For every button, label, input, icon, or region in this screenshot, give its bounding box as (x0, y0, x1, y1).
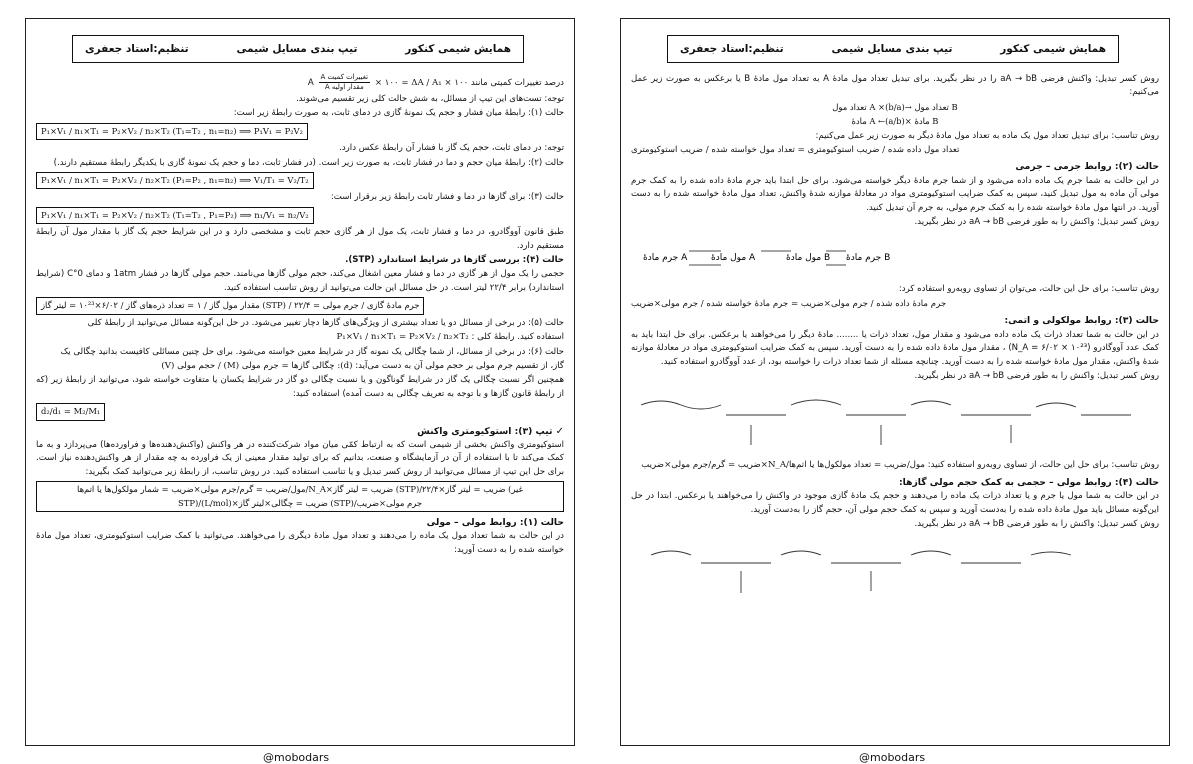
case-4-text: حجمی را یک مول از هر گازی در دما و فشار معین اشغال می‌کند، حجم مولی گازها می‌نامند. حجم مولی گازها در فشار 1atm و دمای 0°C (شرایط استاندارد) برابر ۲۲/۴ لیتر است. در حل مسائل این حالت می‌توانید از روش تناسب استفاده کنید. (36, 269, 564, 293)
percent-formula-line: درصد تغییرات کمیتی مانند A تغییرات کمیت A مقدار اولیه A × ۱۰۰ = ΔA / A₁ × ۱۰۰ (307, 73, 564, 91)
case-3: حالت (۳): برای گازها در دما و فشار ثابت رابطهٔ زیر برقرار است: (330, 192, 564, 203)
note-1: توجه: تست‌های این تیپ از مسائل، به شش حالت کلی زیر تقسیم می‌شوند. (296, 94, 564, 104)
header-subtitle: تیپ بندی مسایل شیمی (831, 43, 953, 55)
case-1: حالت (۱): رابطهٔ میان فشار و حجم یک نمونهٔ گازی در دمای ثابت، به صورت رابطهٔ زیر است: (233, 108, 564, 119)
rp-case2-text: در این حالت به شما جرم یک ماده داده می‌شود و از شما جرم مادهٔ دیگر خواسته می‌شود. برای حل ابتدا باید جرم مادهٔ داده شده را به کمک جرم مولی آن ماده به مول تبدیل کنید، سپس به کمک ضرایب استوکیومتری مواد در معادلهٔ موازنه شدهٔ واکنش، تعداد مول مادهٔ خواسته شده را به دست آورید. در انتها مول مادهٔ خواسته شده را به کمک جرم مولی، به جرم آن تبدیل کنید. (631, 175, 1159, 213)
case-1-formula: P₁×V₁ / n₁×T₁ = P₂×V₂ / n₂×T₂ (T₁=T₂ , n₁=n₂) ⟹ P₁V₁ = P₂V₂ (36, 123, 308, 140)
case-4: حالت (۴): بررسی گازها در شرایط استاندارد (STP). (345, 255, 564, 266)
rp-prop1: تعداد مول داده شده / ضریب استوکیومتری = تعداد مول خواسته شده / ضریب استوکیومتری (631, 145, 960, 156)
case-6-formula-2: d₂/d₁ = M₂/M₁ (36, 403, 105, 420)
header-title: همایش شیمی کنکور (1000, 43, 1106, 55)
diag-label-mol-a: مول مادهٔ A (711, 253, 756, 264)
footer-left: @mobodars (263, 751, 330, 764)
handwritten-sketch (631, 533, 1159, 605)
tip-3-text: استوکیومتری واکنش بخشی از شیمی است که به ارتباط کمّی میان مواد شرکت‌کننده در هر واکنش (واکنش‌دهنده‌ها و فراورده‌ها) می‌پردازد و به ما کمک می‌کند تا با استفاده از آن در آزمایشگاه و صنعت، بدانیم که برای تولید مقدار معینی از یک فراورده به چه مقدار از هر واکنش‌دهنده نیاز است. برای حل این تیپ از مسائل می‌توانید از روش کسر تبدیل و یا تناسب استفاده کنید. در روش تناسب، از رابطهٔ زیر می‌توانید کمک بگیرید: (36, 439, 564, 477)
case-4-formula: مقدار مول گاز / ۱ = تعداد ذره‌های گاز / ۶/۰۲×۱۰²³ = لیتر گاز (STP) / ۲۲/۴ = جرم مادهٔ گازی / جرم مولی (36, 297, 424, 314)
handwritten-diagram-2 (631, 533, 1159, 605)
diag-label-mol-b: مول مادهٔ B (786, 253, 831, 264)
avogadro-text: طبق قانون آووگادرو، در دما و فشار ثابت، یک مول از هر گازی حجم ثابت و مشخصی دارد و در این شرایط حجم یک گاز با مقدار مول آن رابطهٔ مستقیم دارد. (36, 227, 564, 251)
case-5-formula: P₁×V₁ / n₁×T₁ = P₂×V₂ / n₂×T₂ (336, 332, 469, 343)
page-header (667, 35, 1119, 63)
handwritten-sketch (631, 385, 1159, 457)
rp-conv2: مادهٔ A ←(a/b)× مادهٔ B (851, 116, 939, 127)
header-author: تنظیم:استاد جعفری (680, 43, 784, 55)
rp-case2-prop: روش تناسب: برای حل این حالت، می‌توان از تساوی روبه‌رو استفاده کرد: (898, 284, 1159, 295)
case-1b-text: در این حالت به شما تعداد مول یک ماده را می‌دهند و تعداد مول مادهٔ دیگری را می‌خواهند. می‌توانید با کمک ضرایب استوکیومتری، تعداد مول مادهٔ خواسته شده را به دست آورید: (36, 531, 564, 555)
rp-conv1: تعداد مول A ×(b/a)→ تعداد مول B (832, 101, 958, 112)
right-page-content (631, 73, 1159, 739)
case-6-b: گاز، از تقسیم جرم مولی بر حجم مولی آن به دست می‌آید: (d): چگالی گازها = جرم مولی (M) / حجم مولی (V) (161, 360, 564, 371)
tip-3-formula: مول/ضریب = گرم/جرم مولی×ضریب = شمار مولکول‌ها یا اتم‌ها/N_A×ضریب = لیتر گاز (STP)/۲۲/۴×ضریب = لیتر گاز (غیر STP)/(L/mol)×ضریب = چگالی×لیتر گاز (STP)/جرم مولی×ضریب (36, 481, 564, 512)
diag-label-mass-b: جرم مادهٔ B (846, 253, 891, 264)
case-1b-title: حالت (۱): روابط مولی – مولی (426, 516, 564, 528)
rp-prop3: مول/ضریب = تعداد مولکول‌ها یا اتم‌ها/N_A×ضریب = گرم/جرم مولی×ضریب (641, 460, 926, 471)
handwritten-diagram-1 (631, 385, 1159, 457)
case-5-line: استفاده کنید. رابطهٔ کلی : P₁×V₁ / n₁×T₁ = P₂×V₂ / n₂×T₂ (336, 332, 564, 343)
rp-p2: روش تناسب: برای تبدیل تعداد مول یک ماده به تعداد مول مادهٔ دیگر به صورت زیر عمل می‌کنیم: (815, 130, 1159, 141)
case-3-formula: P₁×V₁ / n₁×T₁ = P₂×V₂ / n₂×T₂ (T₁=T₂ , P₁=P₂) ⟹ n₁/V₁ = n₂/V₂ (36, 207, 314, 224)
rp-case2-p: روش کسر تبدیل: واکنش را به طور فرضی aA → bB در نظر بگیرید. (914, 217, 1159, 228)
left-page-content (36, 73, 564, 739)
header-subtitle: تیپ بندی مسایل شیمی (236, 43, 358, 55)
mass-mass-diagram (631, 233, 1159, 279)
header-title: همایش شیمی کنکور (405, 43, 511, 55)
tip-3-title: ✓ تیپ (۳): استوکیومتری واکنش (417, 425, 564, 437)
header-author: تنظیم:استاد جعفری (85, 43, 189, 55)
footer-right: @mobodars (859, 751, 926, 764)
case-5: حالت (۵): در برخی از مسائل دو یا تعداد بیشتری از ویژگی‌های گازها دچار تغییر می‌شود. در حل این‌گونه مسائل می‌توانید از رابطهٔ کلی (87, 317, 564, 328)
case-2-formula: P₁×V₁ / n₁×T₁ = P₂×V₂ / n₂×T₂ (P₁=P₂ , n₁=n₂) ⟹ V₁/T₁ = V₂/T₂ (36, 172, 314, 189)
rp-case3-prop: روش تناسب: برای حل این حالت، از تساوی روبه‌رو استفاده کنید: مول/ضریب = تعداد مولکول‌ها یا اتم‌ها/N_A×ضریب = گرم/جرم مولی×ضریب (641, 460, 1159, 471)
case-6-c: همچنین اگر نسبت چگالی یک گاز در شرایط گوناگون و یا نسبت چگالی دو گاز در شرایط یکسان یا متفاوت خواسته شود، می‌توانید از رابطهٔ زیر (که از رابطهٔ قانون گازها و با توجه به تعریف چگالی به دست آمده) استفاده کنید: (36, 375, 564, 399)
check-icon: ✓ (555, 425, 564, 437)
rp-case3-p: روش کسر تبدیل: واکنش را به طور فرضی aA → bB در نظر بگیرید. (914, 370, 1159, 381)
case-6: حالت (۶): در برخی از مسائل، از شما چگالی یک نمونه گاز در شرایط معین خواسته می‌شود. برای حل چنین مسائلی کافیست بدانید چگالی یک (60, 346, 564, 357)
diag-label-mass-a: جرم مادهٔ A (643, 253, 688, 264)
right-page (620, 18, 1170, 746)
page-header (72, 35, 524, 63)
rp-case3-title: حالت (۳): روابط مولکولی و اتمی: (1004, 315, 1159, 327)
conversion-arrows-diagram (631, 233, 1159, 279)
note-2: توجه: در دمای ثابت، حجم یک گاز با فشار آن رابطهٔ عکس دارد. (339, 143, 564, 154)
rp-case4-title: حالت (۴): روابط مولی – حجمی به کمک حجم مولی گازها: (899, 476, 1159, 488)
case-6-formula: (d): چگالی گازها = جرم مولی (M) / حجم مولی (V) (161, 360, 353, 371)
rp-case2-title: حالت (۲): روابط جرمی – جرمی (1015, 161, 1159, 173)
rp-case4-text: در این حالت به شما مول یا جرم و یا تعداد ذرات یک ماده را می‌دهند و حجم یک مادهٔ گازی موجود در واکنش را می‌خواهند یا برعکس. ابتدا در حل این‌گونه مسائل باید مول مادهٔ داده شده را به‌دست آورید و سپس به کمک حجم مولی آن، حجم گاز را به‌دست آورید. (631, 491, 1159, 515)
rp-prop2: جرم مادهٔ داده شده / جرم مولی×ضریب = جرم مادهٔ خواسته شده / جرم مولی×ضریب (631, 298, 947, 309)
rp-case3-text: در این حالت به شما تعداد ذرات یک ماده داده می‌شود و مقدار مول، تعداد ذرات یا ........ مادهٔ دیگر را می‌خواهند یا برعکس. برای حل ابتدا باید به کمک عدد آووگادرو (N_A = ۶/۰۲ × ۱۰²³) ، مقدار مول مادهٔ داده شده را به دست آورید. سپس به کمک ضرایب استوکیومتری مواد در معادلهٔ موازنه شدهٔ واکنش، مقدار مول مادهٔ خواسته شده را به دست آورید. چنانچه مسئله از شما تعداد ذرات را خواسته بود، از عدد آووگادرو استفاده کنید. (631, 329, 1159, 367)
left-page (25, 18, 575, 746)
case-2: حالت (۲): رابطهٔ میان حجم و دما در فشار ثابت، به صورت زیر است. (در فشار ثابت، دما و حجم یک نمونهٔ گازی با یکدیگر رابطهٔ مستقیم دارند.) (53, 157, 564, 168)
rp-p1: روش کسر تبدیل: واکنش فرضی aA → bB را در نظر بگیرید. برای تبدیل تعداد مول مادهٔ A به تعداد مول مادهٔ B یا برعکس به صورت زیر عمل می‌کنیم: (631, 74, 1159, 98)
rp-case4-p: روش کسر تبدیل: واکنش را به طور فرضی aA → bB در نظر بگیرید. (914, 518, 1159, 529)
